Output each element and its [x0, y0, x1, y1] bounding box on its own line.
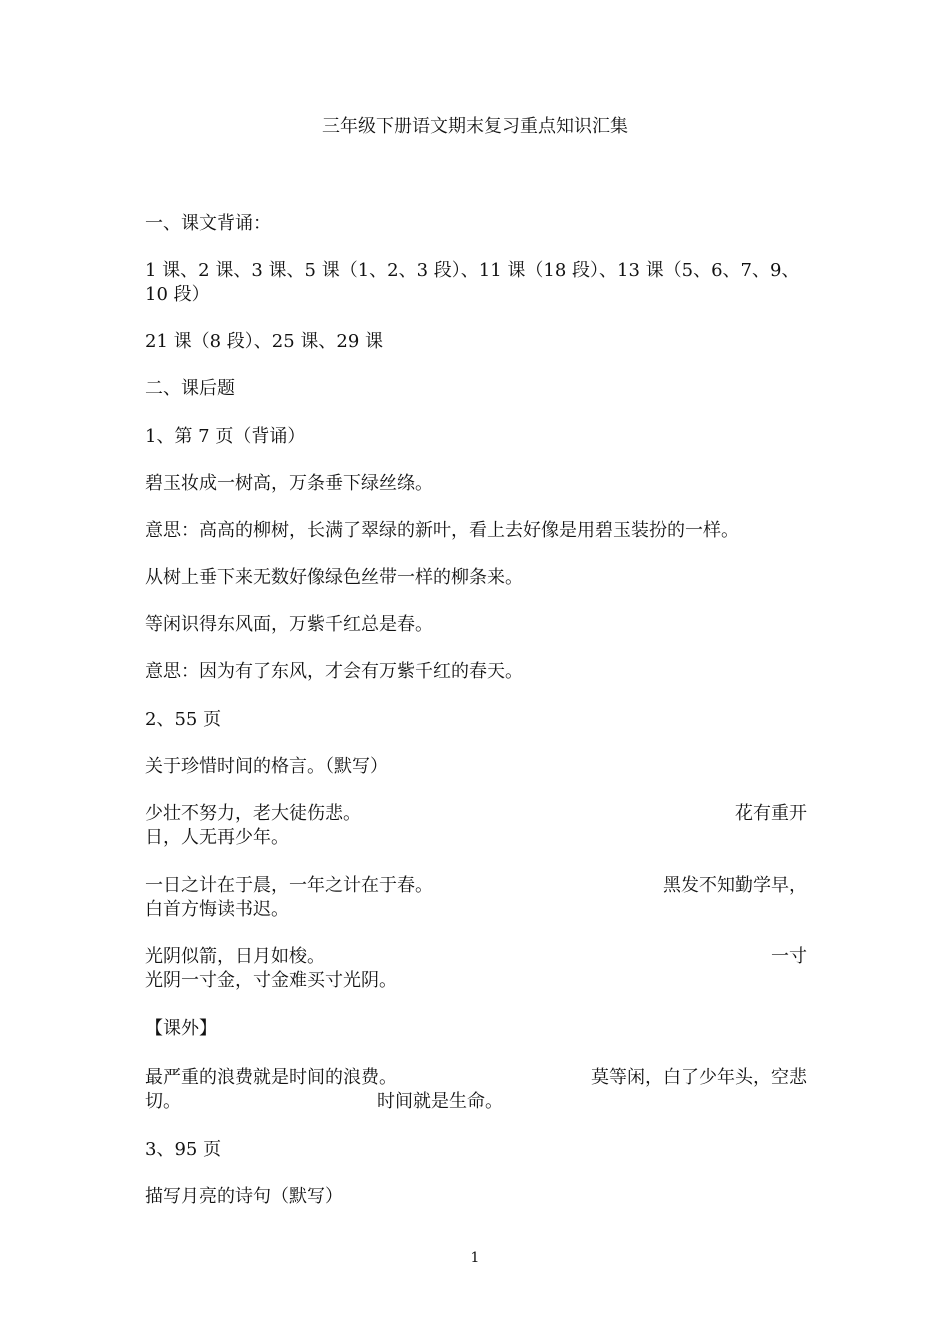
maxim-4-start: 黑发不知勤学早， [663, 875, 807, 896]
extra-maxim-3: 时间就是生命。 [377, 1091, 503, 1112]
recitation-list-line-2: 21 课（8 段）、25 课、29 课 [145, 331, 384, 352]
extra-maxim-2-end: 切。 [145, 1091, 181, 1112]
moon-poems-heading: 描写月亮的诗句（默写） [145, 1186, 343, 1207]
recitation-list-line-1-cont: 10 段） [145, 284, 210, 305]
maxim-row-2-cont: 白首方悔读书迟。 [145, 899, 289, 920]
maxim-row-1 [145, 801, 807, 826]
maxim-3: 一日之计在于晨，一年之计在于春。 [145, 875, 433, 896]
maxim-1: 少壮不努力，老大徒伤悲。 [145, 803, 361, 824]
section-heading-recitation: 一、课文背诵： [145, 213, 271, 234]
maxim-row-3-cont: 光阴一寸金，寸金难买寸光阴。 [145, 970, 397, 991]
section-heading-exercises: 二、课后题 [145, 378, 235, 399]
question-1-heading: 1、第 7 页（背诵） [145, 426, 306, 447]
maxims-heading: 关于珍惜时间的格言。（默写） [145, 756, 388, 777]
meaning-2: 意思：因为有了东风，才会有万紫千红的春天。 [145, 661, 523, 682]
maxim-6-start: 一寸 [771, 946, 807, 967]
extracurricular-heading: 【课外】 [145, 1018, 217, 1039]
question-2-heading: 2、55 页 [145, 709, 222, 730]
maxim-row-1-cont: 日，人无再少年。 [145, 827, 289, 848]
extra-row-1 [145, 1065, 807, 1090]
extra-maxim-2-start: 莫等闲，白了少年头，空悲 [591, 1067, 807, 1088]
meaning-1: 意思：高高的柳树，长满了翠绿的新叶，看上去好像是用碧玉装扮的一样。 [145, 520, 739, 541]
poem-line-2: 等闲识得东风面，万紫千红总是春。 [145, 614, 433, 635]
page-number: 1 [470, 1250, 480, 1266]
recitation-list-line-1: 1 课、2 课、3 课、5 课（1、2、3 段）、11 课（18 段）、13 课（5、6、7、9、 [145, 260, 800, 281]
poem-line-1: 碧玉妆成一树高，万条垂下绿丝绦。 [145, 473, 433, 494]
question-3-heading: 3、95 页 [145, 1139, 222, 1160]
maxim-row-3 [145, 944, 807, 969]
maxim-5: 光阴似箭，日月如梭。 [145, 946, 325, 967]
extra-maxim-1: 最严重的浪费就是时间的浪费。 [145, 1067, 397, 1088]
extra-row-1-cont [145, 1089, 807, 1114]
maxim-row-2 [145, 873, 807, 898]
meaning-1-cont: 从树上垂下来无数好像绿色丝带一样的柳条来。 [145, 567, 523, 588]
maxim-2-start: 花有重开 [735, 803, 807, 824]
document-title: 三年级下册语文期末复习重点知识汇集 [322, 116, 628, 137]
